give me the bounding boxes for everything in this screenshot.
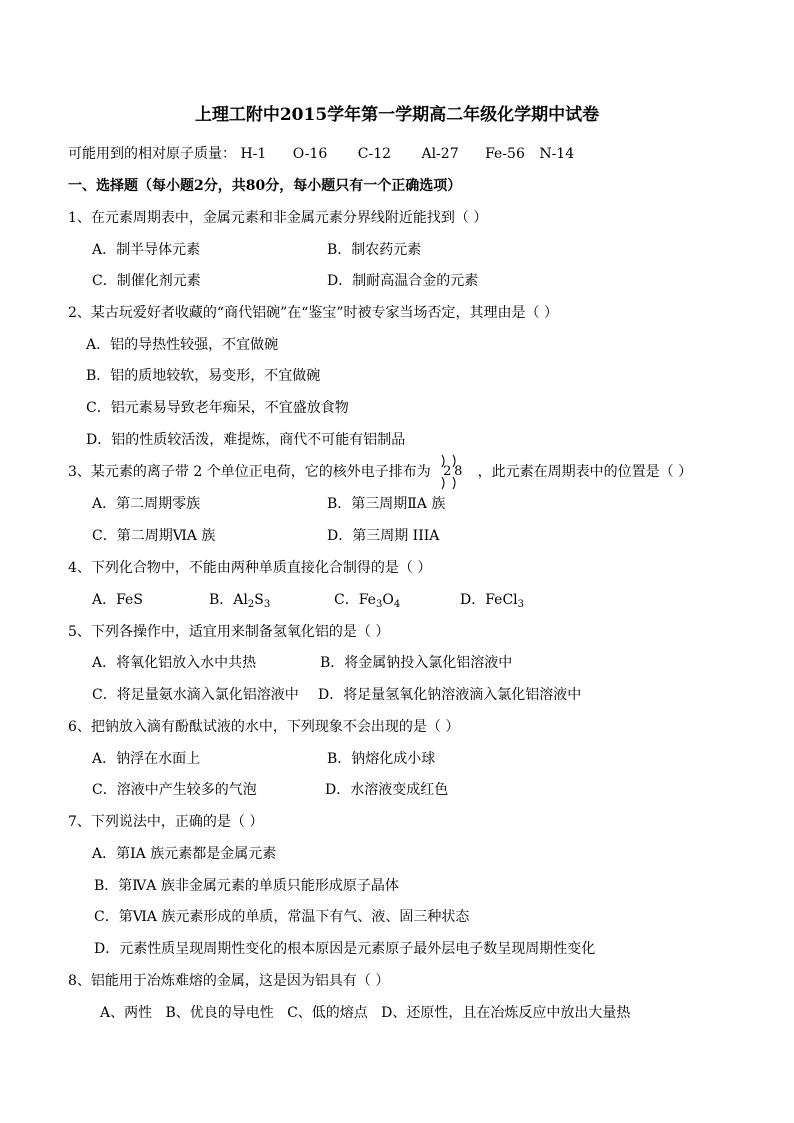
question-1-option-a: A．制半导体元素 <box>92 242 201 258</box>
subscript: 2 <box>247 599 255 610</box>
question-7-stem: 7、下列说法中，正确的是（ ） <box>68 814 264 830</box>
question-2-option-a: A．铝的导热性较强，不宜做碗 <box>86 337 279 353</box>
question-7-option-c: C．第ⅥA 族元素形成的单质，常温下有气、液、固三种状态 <box>94 909 470 925</box>
question-7-option-b: B．第ⅣA 族非金属元素的单质只能形成原子晶体 <box>94 878 399 894</box>
question-8-stem: 8、铝能用于冶炼难熔的金属，这是因为铝具有（ ） <box>68 973 390 989</box>
question-4-option-b <box>209 591 270 609</box>
question-6-option-b: B．钠熔化成小球 <box>327 751 436 767</box>
question-5-option-c: C．将足量氨水滴入氯化铝溶液中 <box>92 687 299 703</box>
question-1-option-b: B．制农药元素 <box>327 242 422 258</box>
page-title: 上理工附中2015学年第一学期高二年级化学期中试卷 <box>194 105 600 125</box>
atomic-mass-o: O-16 <box>292 146 328 162</box>
question-4-stem: 4、下列化合物中，不能由两种单质直接化合制得的是（ ） <box>68 560 432 576</box>
option-c-text: O <box>382 592 394 608</box>
electron-shell-diagram <box>439 463 469 481</box>
question-3-stem <box>68 463 692 481</box>
subscript: 3 <box>517 599 525 610</box>
question-7-option-a: A．第ⅠA 族元素都是金属元素 <box>92 846 277 862</box>
question-6-option-d: D．水溶液变成红色 <box>325 782 449 798</box>
atomic-mass-h: H-1 <box>240 146 267 162</box>
atomic-mass-al: Al-27 <box>421 146 459 162</box>
question-6-stem: 6、把钠放入滴有酚酞试液的水中，下列现象不会出现的是（ ） <box>68 719 460 735</box>
atomic-mass-line <box>68 145 574 163</box>
question-2-option-d: D．铝的性质较活泼，难提炼，商代不可能有铝制品 <box>86 432 406 448</box>
option-c-text: C．Fe <box>334 592 376 608</box>
subscript: 3 <box>263 599 271 610</box>
question-3-stem-after: ，此元素在周期表中的位置是（ ） <box>477 464 693 480</box>
question-4-option-a: A．FeS <box>92 592 143 608</box>
question-1-option-d: D．制耐高温合金的元素 <box>327 273 479 289</box>
question-3-option-d: D．第三周期 IIIA <box>327 528 440 544</box>
question-7-option-d: D．元素性质呈现周期性变化的根本原因是元素原子最外层电子数呈现周期性变化 <box>94 941 596 957</box>
question-1-stem: 1、在元素周期表中，金属元素和非金属元素分界线附近能找到（ ） <box>68 210 488 226</box>
question-4-option-d <box>460 591 524 609</box>
question-6-option-c: C．溶液中产生较多的气泡 <box>92 782 257 798</box>
shell-2-count: 8 <box>454 464 463 479</box>
option-b-text: B．Al <box>209 592 248 608</box>
atomic-mass-n: N-14 <box>539 146 575 162</box>
question-3-option-a: A．第二周期零族 <box>92 496 201 512</box>
question-2-stem: 2、某古玩爱好者收藏的“商代铝碗”在“鉴宝”时被专家当场否定，其理由是（ ） <box>68 305 558 321</box>
subscript: 4 <box>393 599 401 610</box>
atomic-mass-fe: Fe-56 <box>485 146 525 162</box>
subscript: 3 <box>375 599 383 610</box>
question-5-option-a: A．将氧化铝放入水中共热 <box>92 655 257 671</box>
option-b-text: S <box>254 592 264 608</box>
option-d-text: D．FeCl <box>460 592 518 608</box>
question-6-option-a: A．钠浮在水面上 <box>92 751 201 767</box>
question-3-option-b: B．第三周期ⅡA 族 <box>327 496 446 512</box>
question-5-option-b: B．将金属钠投入氯化铝溶液中 <box>320 655 513 671</box>
question-2-option-c: C．铝元素易导致老年痴呆，不宜盛放食物 <box>86 400 349 416</box>
question-4-option-c <box>334 591 400 609</box>
question-3-option-c: C．第二周期ⅥA 族 <box>92 528 216 544</box>
shell-1-count: 2 <box>443 464 452 479</box>
question-5-stem: 5、下列各操作中，适宜用来制备氢氧化铝的是（ ） <box>68 624 390 640</box>
atomic-mass-label: 可能用到的相对原子质量： <box>68 146 236 162</box>
question-3-stem-before: 3、某元素的离子带 2 个单位正电荷，它的核外电子排布为 <box>68 464 431 480</box>
question-8-options: A、两性 B、优良的导电性 C、低的熔点 D、还原性，且在冶炼反应中放出大量热 <box>100 1005 631 1021</box>
question-5-option-d: D．将足量氢氧化钠溶液滴入氯化铝溶液中 <box>318 687 582 703</box>
atomic-mass-c: C-12 <box>357 146 392 162</box>
question-1-option-c: C．制催化剂元素 <box>92 273 201 289</box>
question-2-option-b: B．铝的质地较软，易变形，不宜做碗 <box>86 368 321 384</box>
section-heading: 一、选择题（每小题2分，共80分，每小题只有一个正确选项） <box>68 178 462 194</box>
